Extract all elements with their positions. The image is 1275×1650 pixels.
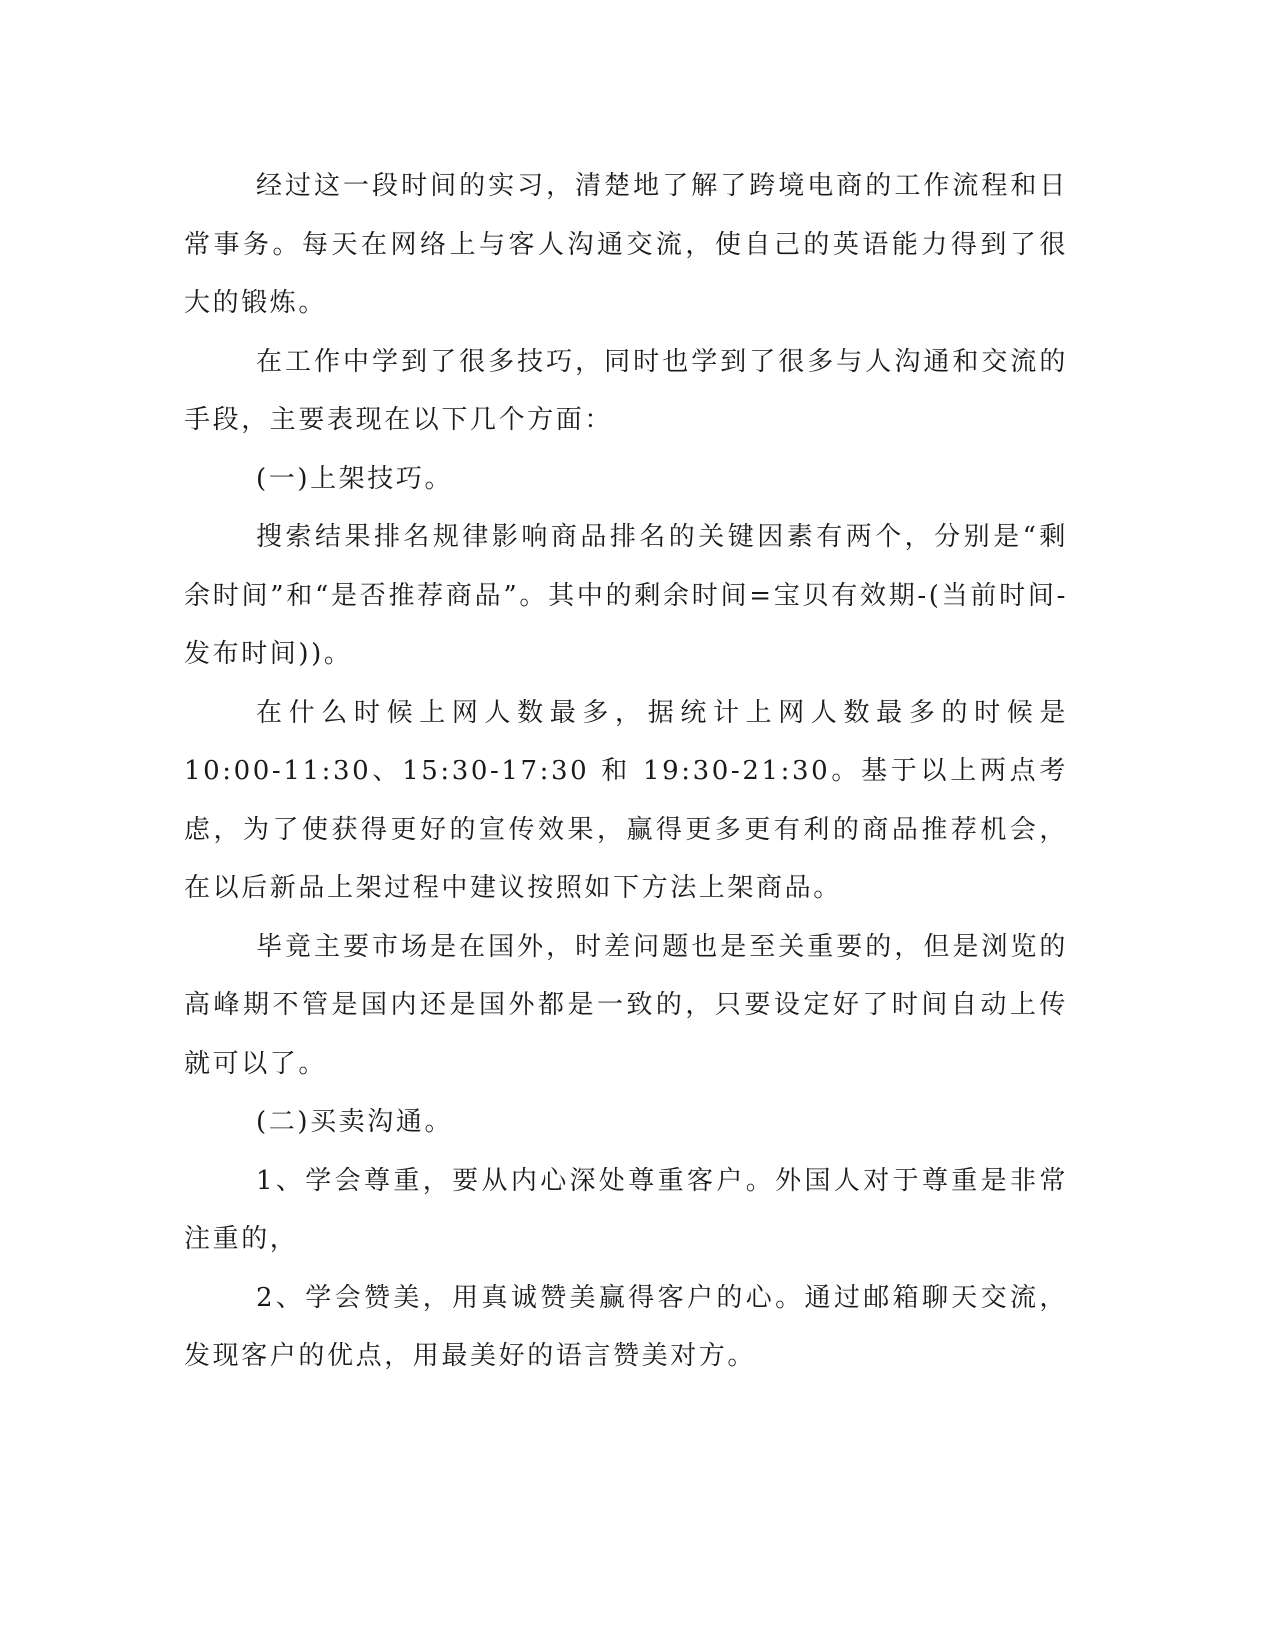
document-body bbox=[184, 157, 1068, 1386]
paragraph-internship-summary: 经过这一段时间的实习，清楚地了解了跨境电商的工作流程和日常事务。每天在网络上与客人沟通交流，使自己的英语能力得到了很大的锻炼。 bbox=[184, 171, 1068, 318]
section-heading-communication: (二)买卖沟通。 bbox=[256, 1107, 454, 1137]
list-item-respect: 1、学会尊重，要从内心深处尊重客户。外国人对于尊重是非常注重的， bbox=[184, 1165, 1068, 1254]
list-item-praise: 2、学会赞美，用真诚赞美赢得客户的心。通过邮箱聊天交流，发现客户的优点，用最美好的语言赞美对方。 bbox=[184, 1282, 1068, 1371]
paragraph-search-ranking: 搜索结果排名规律影响商品排名的关键因素有两个，分别是“剩余时间”和“是否推荐商品”。其中的剩余时间=宝贝有效期-(当前时间-发布时间))。 bbox=[184, 522, 1068, 669]
paragraph-skills-intro: 在工作中学到了很多技巧，同时也学到了很多与人沟通和交流的手段，主要表现在以下几个方面： bbox=[184, 346, 1068, 435]
paragraph-time-difference: 毕竟主要市场是在国外，时差问题也是至关重要的，但是浏览的高峰期不管是国内还是国外都是一致的，只要设定好了时间自动上传就可以了。 bbox=[184, 931, 1068, 1079]
paragraph-peak-hours: 在什么时候上网人数最多，据统计上网人数最多的时候是 10:00-11:30、15:30-17:30 和 19:30-21:30。基于以上两点考虑，为了使获得更好的宣传效果，赢得更多更有利的商品推荐机会，在以后新品上架过程中建议按照如下方法上架商品。 bbox=[184, 697, 1068, 903]
section-heading-listing-skills: (一)上架技巧。 bbox=[256, 463, 454, 494]
